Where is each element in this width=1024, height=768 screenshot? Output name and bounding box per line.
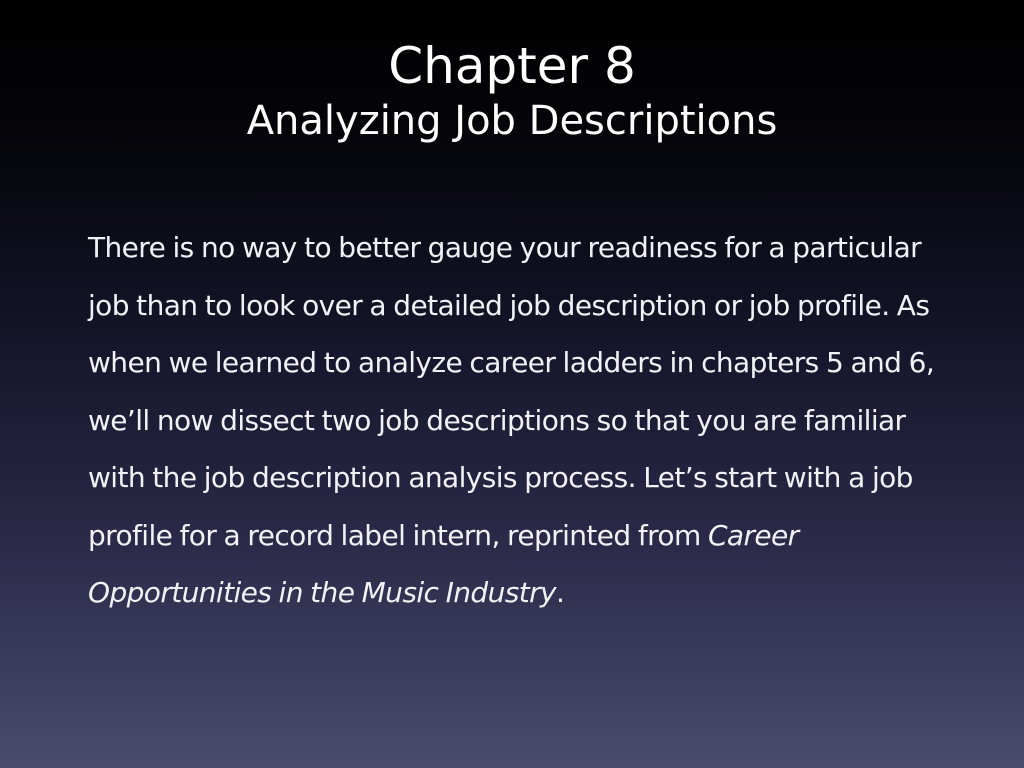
book-title: Career Opportunities in the Music Industry bbox=[88, 518, 799, 609]
body-text-end: . bbox=[555, 576, 565, 609]
slide-subtitle: Analyzing Job Descriptions bbox=[246, 98, 778, 144]
title-block bbox=[0, 36, 1024, 145]
body-text-main: There is no way to better gauge your readiness for a particular job than to look over a detailed job description or job profile. As when we learned to analyze career ladders in chapters 5 and 6, we’ll now dissect two job descriptions so that you are familiar with the job description analysis process. Let’s start with a job profile for a record label intern, reprinted from bbox=[88, 231, 935, 552]
slide-title: Chapter 8 bbox=[388, 37, 636, 95]
body-paragraph bbox=[88, 219, 958, 622]
